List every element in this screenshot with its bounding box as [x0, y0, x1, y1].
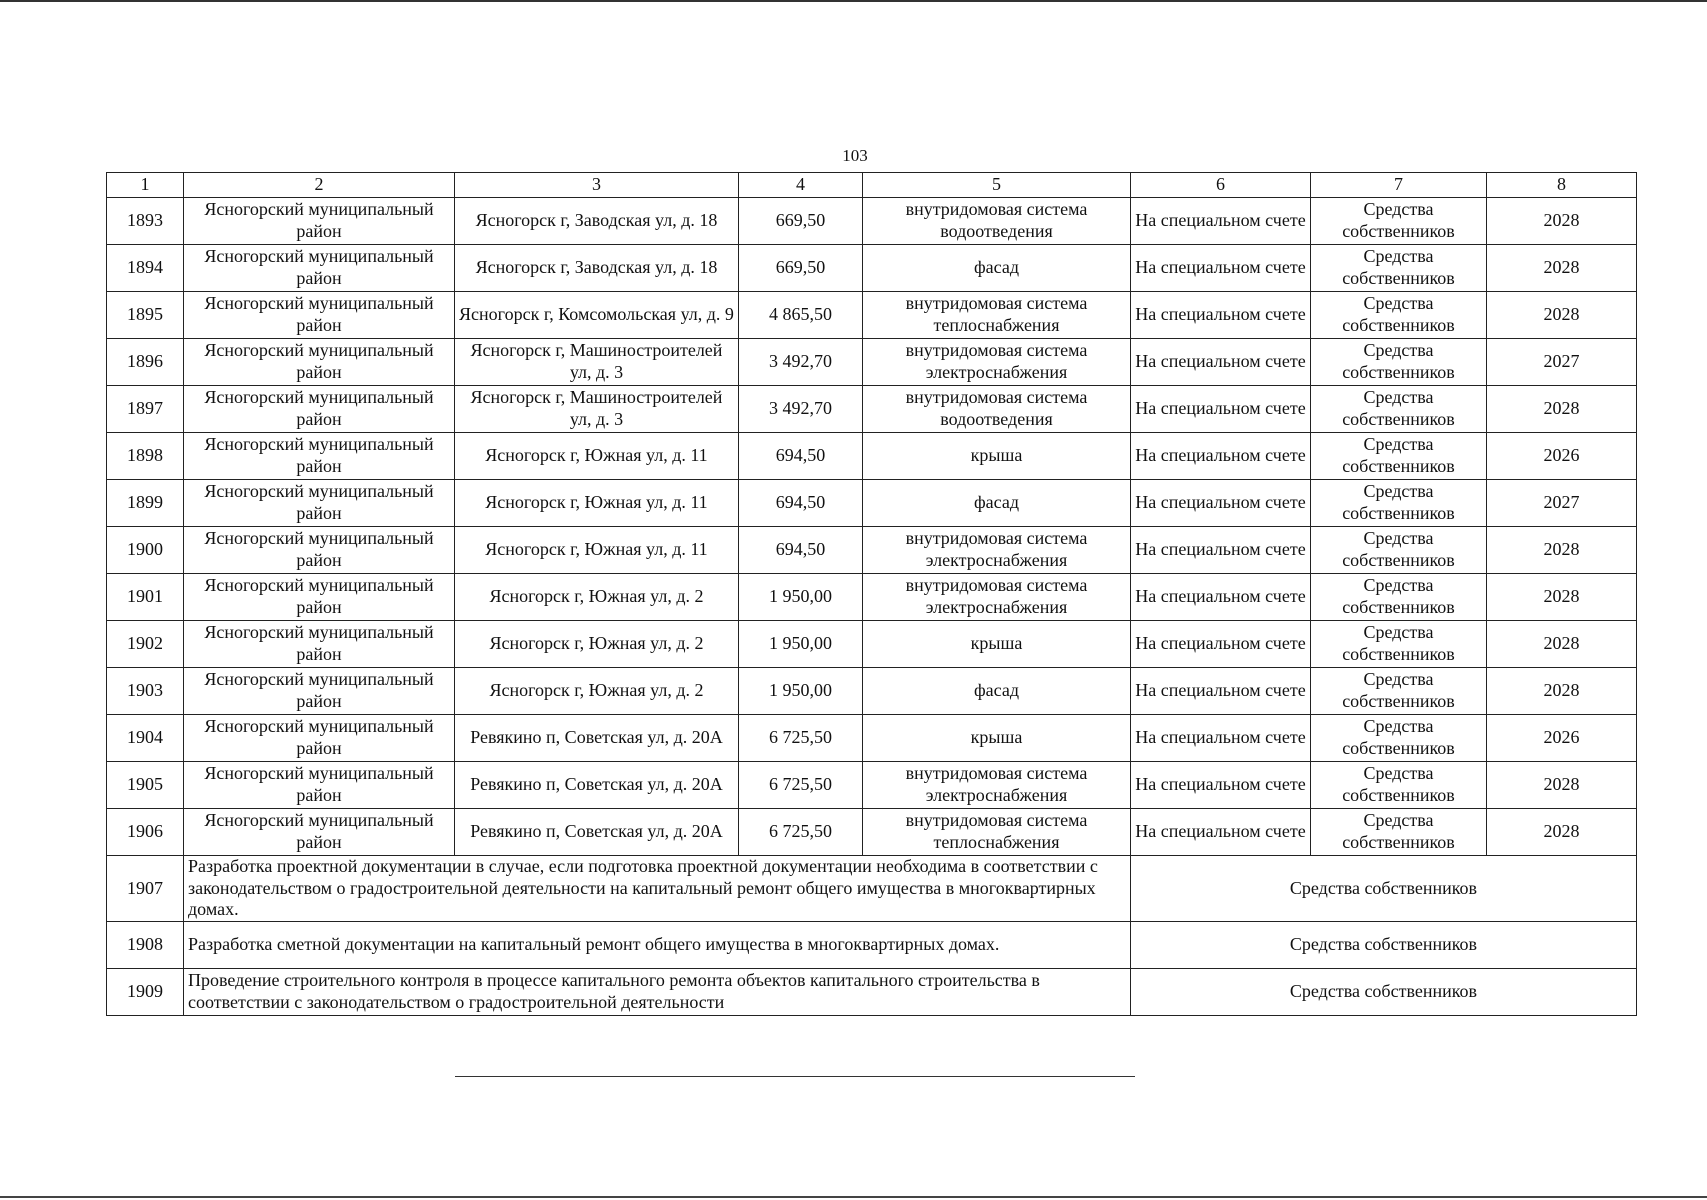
work-type-cell: внутридомовая система водоотведения [863, 198, 1131, 245]
work-type-cell: внутридомовая система электроснабжения [863, 527, 1131, 574]
account-method-cell: На специальном счете [1131, 668, 1311, 715]
table-row [107, 339, 1637, 386]
bottom-border-line [0, 1196, 1707, 1198]
work-type-cell: фасад [863, 480, 1131, 527]
table-row [107, 668, 1637, 715]
funding-source-cell: Средства собственников [1131, 856, 1637, 922]
address-cell: Ясногорск г, Южная ул, д. 2 [455, 668, 739, 715]
area-cell: 4 865,50 [739, 292, 863, 339]
district-cell: Ясногорский муниципальный район [184, 668, 455, 715]
row-number-cell: 1905 [107, 762, 184, 809]
work-type-cell: внутридомовая система водоотведения [863, 386, 1131, 433]
year-cell: 2028 [1487, 198, 1637, 245]
account-method-cell: На специальном счете [1131, 433, 1311, 480]
address-cell: Ревякино п, Советская ул, д. 20А [455, 809, 739, 856]
account-method-cell: На специальном счете [1131, 245, 1311, 292]
row-number-cell: 1901 [107, 574, 184, 621]
row-number-cell: 1907 [107, 856, 184, 922]
work-type-cell: крыша [863, 621, 1131, 668]
area-cell: 6 725,50 [739, 762, 863, 809]
district-cell: Ясногорский муниципальный район [184, 574, 455, 621]
area-cell: 1 950,00 [739, 621, 863, 668]
address-cell: Ясногорск г, Машиностроителей ул, д. 3 [455, 339, 739, 386]
row-number-cell: 1903 [107, 668, 184, 715]
year-cell: 2028 [1487, 292, 1637, 339]
row-number-cell: 1893 [107, 198, 184, 245]
row-number-cell: 1900 [107, 527, 184, 574]
account-method-cell: На специальном счете [1131, 574, 1311, 621]
funding-source-cell: Средства собственников [1311, 715, 1487, 762]
funding-source-cell: Средства собственников [1311, 621, 1487, 668]
year-cell: 2028 [1487, 809, 1637, 856]
work-type-cell: внутридомовая система электроснабжения [863, 574, 1131, 621]
account-method-cell: На специальном счете [1131, 527, 1311, 574]
address-cell: Ясногорск г, Южная ул, д. 2 [455, 574, 739, 621]
year-cell: 2026 [1487, 433, 1637, 480]
column-header: 2 [184, 173, 455, 198]
column-header: 5 [863, 173, 1131, 198]
funding-source-cell: Средства собственников [1311, 198, 1487, 245]
district-cell: Ясногорский муниципальный район [184, 809, 455, 856]
year-cell: 2028 [1487, 762, 1637, 809]
table-row [107, 621, 1637, 668]
funding-source-cell: Средства собственников [1311, 433, 1487, 480]
work-type-cell: фасад [863, 245, 1131, 292]
table-row [107, 574, 1637, 621]
column-header: 3 [455, 173, 739, 198]
table-row [107, 386, 1637, 433]
district-cell: Ясногорский муниципальный район [184, 245, 455, 292]
year-cell: 2028 [1487, 527, 1637, 574]
description-cell: Разработка проектной документации в случае, если подготовка проектной документации необходима в соответствии с законодательством о градостроительной деятельности на капитальный ремонт общего имущества в многоквартирных домах. [184, 856, 1131, 922]
column-header: 7 [1311, 173, 1487, 198]
work-type-cell: внутридомовая система электроснабжения [863, 339, 1131, 386]
funding-source-cell: Средства собственников [1311, 245, 1487, 292]
funding-source-cell: Средства собственников [1311, 292, 1487, 339]
area-cell: 3 492,70 [739, 386, 863, 433]
table-row [107, 762, 1637, 809]
year-cell: 2027 [1487, 339, 1637, 386]
work-type-cell: крыша [863, 433, 1131, 480]
account-method-cell: На специальном счете [1131, 198, 1311, 245]
year-cell: 2028 [1487, 386, 1637, 433]
address-cell: Ревякино п, Советская ул, д. 20А [455, 762, 739, 809]
account-method-cell: На специальном счете [1131, 339, 1311, 386]
capital-repair-table [106, 172, 1637, 1016]
description-cell: Разработка сметной документации на капитальный ремонт общего имущества в многоквартирных домах. [184, 921, 1131, 968]
funding-source-cell: Средства собственников [1311, 574, 1487, 621]
work-type-cell: внутридомовая система теплоснабжения [863, 292, 1131, 339]
account-method-cell: На специальном счете [1131, 762, 1311, 809]
table-row-summary [107, 921, 1637, 968]
area-cell: 1 950,00 [739, 668, 863, 715]
funding-source-cell: Средства собственников [1131, 921, 1637, 968]
row-number-cell: 1899 [107, 480, 184, 527]
year-cell: 2028 [1487, 574, 1637, 621]
table-row [107, 433, 1637, 480]
district-cell: Ясногорский муниципальный район [184, 433, 455, 480]
table-row [107, 292, 1637, 339]
address-cell: Ревякино п, Советская ул, д. 20А [455, 715, 739, 762]
work-type-cell: внутридомовая система электроснабжения [863, 762, 1131, 809]
account-method-cell: На специальном счете [1131, 809, 1311, 856]
funding-source-cell: Средства собственников [1311, 527, 1487, 574]
district-cell: Ясногорский муниципальный район [184, 292, 455, 339]
row-number-cell: 1908 [107, 921, 184, 968]
address-cell: Ясногорск г, Южная ул, д. 11 [455, 433, 739, 480]
year-cell: 2028 [1487, 621, 1637, 668]
row-number-cell: 1904 [107, 715, 184, 762]
address-cell: Ясногорск г, Южная ул, д. 11 [455, 480, 739, 527]
district-cell: Ясногорский муниципальный район [184, 198, 455, 245]
footer-separator-line [455, 1076, 1135, 1077]
header-row [107, 173, 1637, 198]
table-row [107, 809, 1637, 856]
district-cell: Ясногорский муниципальный район [184, 480, 455, 527]
row-number-cell: 1909 [107, 968, 184, 1015]
column-header: 4 [739, 173, 863, 198]
work-type-cell: крыша [863, 715, 1131, 762]
row-number-cell: 1896 [107, 339, 184, 386]
year-cell: 2027 [1487, 480, 1637, 527]
work-type-cell: внутридомовая система теплоснабжения [863, 809, 1131, 856]
table-row [107, 527, 1637, 574]
district-cell: Ясногорский муниципальный район [184, 715, 455, 762]
funding-source-cell: Средства собственников [1311, 480, 1487, 527]
district-cell: Ясногорский муниципальный район [184, 386, 455, 433]
page-number: 103 [842, 146, 868, 165]
row-number-cell: 1898 [107, 433, 184, 480]
table-row-summary [107, 856, 1637, 922]
description-cell: Проведение строительного контроля в процессе капитального ремонта объектов капитального строительства в соответствии с законодательством о градостроительной деятельности [184, 968, 1131, 1015]
year-cell: 2028 [1487, 668, 1637, 715]
table-row-summary [107, 968, 1637, 1015]
table-row [107, 245, 1637, 292]
account-method-cell: На специальном счете [1131, 386, 1311, 433]
area-cell: 694,50 [739, 433, 863, 480]
year-cell: 2028 [1487, 245, 1637, 292]
area-cell: 6 725,50 [739, 715, 863, 762]
funding-source-cell: Средства собственников [1311, 668, 1487, 715]
district-cell: Ясногорский муниципальный район [184, 621, 455, 668]
table-row [107, 480, 1637, 527]
area-cell: 1 950,00 [739, 574, 863, 621]
funding-source-cell: Средства собственников [1311, 339, 1487, 386]
year-cell: 2026 [1487, 715, 1637, 762]
account-method-cell: На специальном счете [1131, 292, 1311, 339]
district-cell: Ясногорский муниципальный район [184, 527, 455, 574]
work-type-cell: фасад [863, 668, 1131, 715]
address-cell: Ясногорск г, Комсомольская ул, д. 9 [455, 292, 739, 339]
address-cell: Ясногорск г, Южная ул, д. 2 [455, 621, 739, 668]
column-header: 8 [1487, 173, 1637, 198]
area-cell: 6 725,50 [739, 809, 863, 856]
district-cell: Ясногорский муниципальный район [184, 339, 455, 386]
table-row [107, 198, 1637, 245]
row-number-cell: 1897 [107, 386, 184, 433]
row-number-cell: 1906 [107, 809, 184, 856]
column-header: 1 [107, 173, 184, 198]
address-cell: Ясногорск г, Заводская ул, д. 18 [455, 198, 739, 245]
row-number-cell: 1895 [107, 292, 184, 339]
account-method-cell: На специальном счете [1131, 715, 1311, 762]
area-cell: 3 492,70 [739, 339, 863, 386]
account-method-cell: На специальном счете [1131, 480, 1311, 527]
account-method-cell: На специальном счете [1131, 621, 1311, 668]
table-row [107, 715, 1637, 762]
top-border-line [0, 0, 1707, 2]
area-cell: 694,50 [739, 527, 863, 574]
area-cell: 694,50 [739, 480, 863, 527]
column-header: 6 [1131, 173, 1311, 198]
area-cell: 669,50 [739, 245, 863, 292]
area-cell: 669,50 [739, 198, 863, 245]
row-number-cell: 1894 [107, 245, 184, 292]
funding-source-cell: Средства собственников [1311, 762, 1487, 809]
district-cell: Ясногорский муниципальный район [184, 762, 455, 809]
funding-source-cell: Средства собственников [1311, 809, 1487, 856]
address-cell: Ясногорск г, Заводская ул, д. 18 [455, 245, 739, 292]
funding-source-cell: Средства собственников [1311, 386, 1487, 433]
row-number-cell: 1902 [107, 621, 184, 668]
address-cell: Ясногорск г, Машиностроителей ул, д. 3 [455, 386, 739, 433]
address-cell: Ясногорск г, Южная ул, д. 11 [455, 527, 739, 574]
funding-source-cell: Средства собственников [1131, 968, 1637, 1015]
